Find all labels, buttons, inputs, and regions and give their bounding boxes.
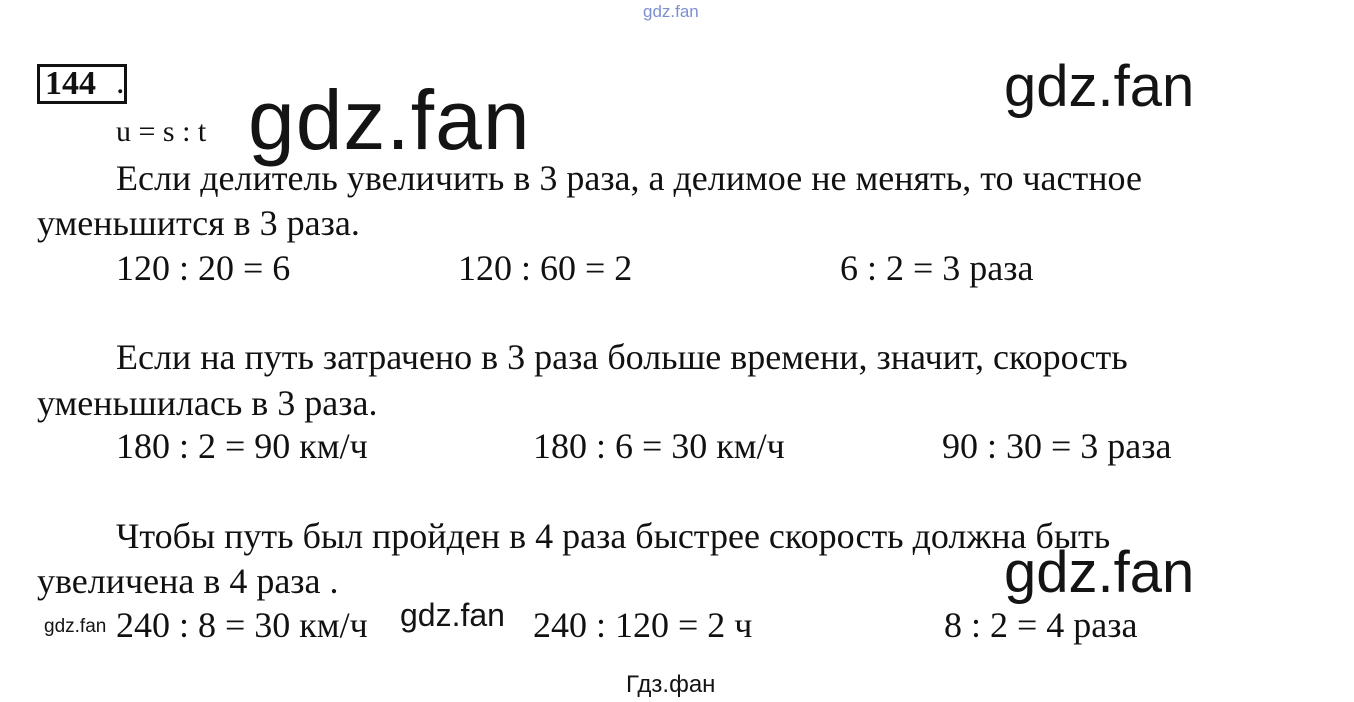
watermark-big: gdz.fan (248, 73, 531, 167)
section1-calc1: 120 : 20 = 6 (116, 248, 291, 288)
watermark-right-bottom: gdz.fan (1004, 540, 1195, 605)
watermark-small-left: gdz.fan (44, 616, 107, 637)
section3-line2: увеличена в 4 раза . (37, 561, 339, 601)
section2-calc1: 180 : 2 = 90 км/ч (116, 426, 368, 466)
section2-calc2: 180 : 6 = 30 км/ч (533, 426, 785, 466)
watermark-top: gdz.fan (643, 2, 699, 21)
watermark-right-top: gdz.fan (1004, 54, 1195, 119)
section2-calc3: 90 : 30 = 3 раза (942, 426, 1172, 466)
section1-line1: Если делитель увеличить в 3 раза, а делимое не менять, то частное (116, 158, 1142, 198)
section3-calc3: 8 : 2 = 4 раза (944, 605, 1138, 645)
formula: u = s : t (116, 115, 207, 148)
section1-line2: уменьшится в 3 раза. (37, 203, 360, 243)
problem-number-dot: . (116, 64, 125, 101)
watermark-middle-bottom: gdz.fan (400, 597, 505, 633)
section2-line1: Если на путь затрачено в 3 раза больше времени, значит, скорость (116, 337, 1128, 377)
section1-calc2: 120 : 60 = 2 (458, 248, 633, 288)
section3-calc2: 240 : 120 = 2 ч (533, 605, 753, 645)
section1-calc3: 6 : 2 = 3 раза (840, 248, 1034, 288)
problem-number: 144 (45, 65, 96, 102)
section3-line1: Чтобы путь был пройден в 4 раза быстрее скорость должна быть (116, 516, 1111, 556)
section2-line2: уменьшилась в 3 раза. (37, 383, 378, 423)
section3-calc1: 240 : 8 = 30 км/ч (116, 605, 368, 645)
watermark-footer: Гдз.фан (626, 671, 716, 698)
